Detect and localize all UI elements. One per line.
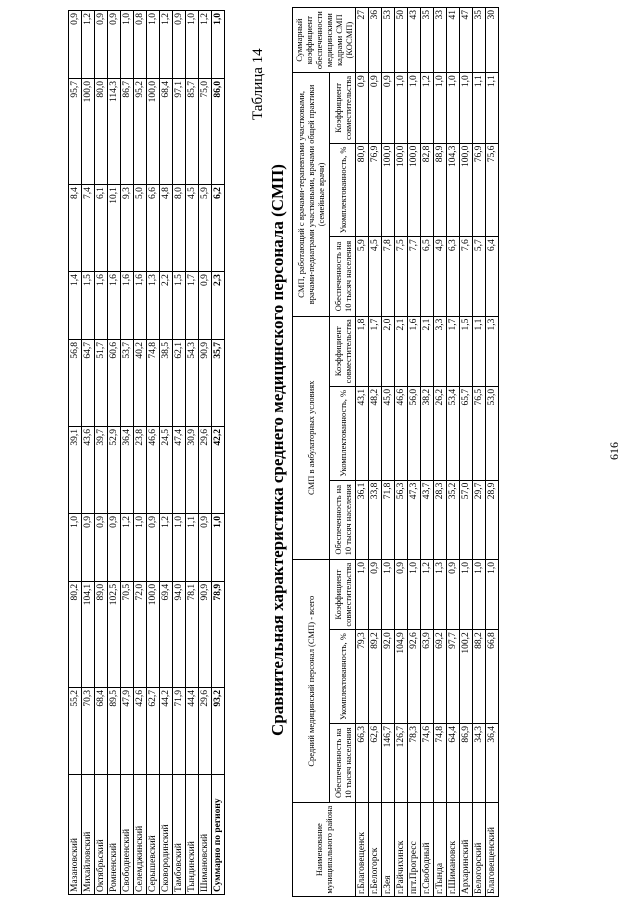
value-cell: 114,3 [108, 78, 121, 184]
table-row [199, 11, 212, 895]
value-cell: 2,2 [160, 272, 173, 340]
value-cell: 102,5 [108, 581, 121, 687]
value-cell: 54,3 [186, 339, 199, 426]
value-cell: 90,9 [199, 581, 212, 687]
district-name-cell: г.Тында [434, 803, 447, 897]
table-row [121, 11, 134, 895]
value-cell: 78,1 [186, 581, 199, 687]
value-cell: 70,5 [121, 581, 134, 687]
table-row [108, 11, 121, 895]
value-cell: 100,0 [147, 78, 160, 184]
value-cell: 0,9 [356, 73, 369, 143]
value-cell: 44,4 [186, 688, 199, 775]
value-cell: 39,1 [69, 426, 82, 513]
value-cell: 95,2 [134, 78, 147, 184]
value-cell: 1,6 [121, 272, 134, 340]
value-cell: 43,1 [356, 386, 369, 480]
value-cell: 36 [369, 8, 382, 73]
value-cell: 1,0 [134, 513, 147, 581]
value-cell: 4,5 [186, 185, 199, 272]
district-name-cell: Тамбовский [173, 775, 186, 895]
value-cell: 1,7 [186, 272, 199, 340]
value-cell: 66,3 [356, 723, 369, 802]
value-cell: 62,1 [173, 339, 186, 426]
value-cell: 66,8 [486, 630, 499, 724]
district-name-cell: Архаринский [460, 803, 473, 897]
value-cell: 76,9 [369, 143, 382, 237]
value-cell: 1,3 [486, 316, 499, 386]
value-cell: 100,0 [147, 581, 160, 687]
table-row [356, 8, 369, 897]
table-row [434, 8, 447, 897]
header-coefficient: Коэффициент совместительства [330, 316, 356, 386]
value-cell: 7,5 [395, 237, 408, 316]
value-cell: 1,0 [486, 559, 499, 629]
value-cell: 1,3 [147, 272, 160, 340]
value-cell: 28,9 [486, 480, 499, 559]
value-cell: 10,1 [108, 185, 121, 272]
table-row [486, 8, 499, 897]
value-cell: 69,4 [160, 581, 173, 687]
value-cell: 1,0 [382, 559, 395, 629]
value-cell: 29,6 [199, 688, 212, 775]
value-cell: 0,9 [447, 559, 460, 629]
value-cell: 1,0 [460, 559, 473, 629]
value-cell: 35 [421, 8, 434, 73]
value-cell: 29,7 [473, 480, 486, 559]
value-cell: 36,4 [486, 723, 499, 802]
value-cell: 35 [473, 8, 486, 73]
value-cell: 0,9 [108, 11, 121, 79]
value-cell: 43 [408, 8, 421, 73]
total-label-cell: Суммарно по региону [212, 775, 225, 895]
table-row [160, 11, 173, 895]
total-value-cell: 35,7 [212, 339, 225, 426]
value-cell: 51,7 [95, 339, 108, 426]
district-name-cell: Серышевский [147, 775, 160, 895]
continuation-table [68, 10, 225, 895]
value-cell: 30,9 [186, 426, 199, 513]
value-cell: 28,3 [434, 480, 447, 559]
value-cell: 1,1 [186, 513, 199, 581]
value-cell: 90,9 [199, 339, 212, 426]
district-name-cell: Ромненский [108, 775, 121, 895]
value-cell: 5,0 [134, 185, 147, 272]
value-cell: 56,8 [69, 339, 82, 426]
table-row [460, 8, 473, 897]
value-cell: 80,0 [95, 78, 108, 184]
total-value-cell: 78,9 [212, 581, 225, 687]
value-cell: 47,3 [408, 480, 421, 559]
district-name-cell: Тындинский [186, 775, 199, 895]
value-cell: 33 [434, 8, 447, 73]
value-cell: 75,6 [486, 143, 499, 237]
value-cell: 7,7 [408, 237, 421, 316]
value-cell: 0,9 [108, 513, 121, 581]
value-cell: 9,3 [121, 185, 134, 272]
value-cell: 0,9 [147, 513, 160, 581]
value-cell: 92,6 [408, 630, 421, 724]
value-cell: 30 [486, 8, 499, 73]
value-cell: 1,5 [173, 272, 186, 340]
value-cell: 78,3 [408, 723, 421, 802]
district-name-cell: Октябрьский [95, 775, 108, 895]
table-row [95, 11, 108, 895]
value-cell: 35,2 [447, 480, 460, 559]
value-cell: 1,1 [473, 73, 486, 143]
value-cell: 1,7 [447, 316, 460, 386]
value-cell: 55,2 [69, 688, 82, 775]
value-cell: 1,0 [460, 73, 473, 143]
total-value-cell: 93,2 [212, 688, 225, 775]
value-cell: 6,4 [486, 237, 499, 316]
value-cell: 86,7 [121, 78, 134, 184]
value-cell: 53 [382, 8, 395, 73]
value-cell: 76,9 [473, 143, 486, 237]
value-cell: 60,6 [108, 339, 121, 426]
value-cell: 146,7 [382, 723, 395, 802]
value-cell: 1,0 [173, 513, 186, 581]
header-staffing: Укомплектованность, % [330, 143, 356, 237]
value-cell: 1,2 [160, 513, 173, 581]
value-cell: 0,9 [369, 559, 382, 629]
value-cell: 100,2 [460, 630, 473, 724]
value-cell: 5,9 [199, 185, 212, 272]
value-cell: 76,5 [473, 386, 486, 480]
value-cell: 53,4 [447, 386, 460, 480]
table-label: Таблица 14 [250, 48, 266, 120]
value-cell: 4,9 [434, 237, 447, 316]
value-cell: 88,2 [473, 630, 486, 724]
value-cell: 0,9 [199, 513, 212, 581]
value-cell: 6,6 [147, 185, 160, 272]
district-name-cell: г.Шимановск [447, 803, 460, 897]
value-cell: 100,0 [408, 143, 421, 237]
table-row [408, 8, 421, 897]
value-cell: 64,7 [82, 339, 95, 426]
value-cell: 1,0 [395, 73, 408, 143]
value-cell: 7,6 [460, 237, 473, 316]
district-name-cell: Мазановский [69, 775, 82, 895]
value-cell: 6,3 [447, 237, 460, 316]
value-cell: 56,0 [408, 386, 421, 480]
page-number: 616 [607, 442, 621, 460]
value-cell: 97,7 [447, 630, 460, 724]
table-row [395, 8, 408, 897]
comparison-table [292, 7, 499, 897]
value-cell: 1,0 [434, 73, 447, 143]
value-cell: 1,0 [473, 559, 486, 629]
table-row [173, 11, 186, 895]
value-cell: 74,8 [434, 723, 447, 802]
value-cell: 68,4 [95, 688, 108, 775]
value-cell: 100,0 [82, 78, 95, 184]
rotated-content [60, 0, 640, 905]
total-value-cell: 2,3 [212, 272, 225, 340]
value-cell: 1,8 [356, 316, 369, 386]
value-cell: 53,7 [121, 339, 134, 426]
value-cell: 97,1 [173, 78, 186, 184]
table-row [369, 8, 382, 897]
value-cell: 45,0 [382, 386, 395, 480]
value-cell: 47,4 [173, 426, 186, 513]
value-cell: 62,6 [369, 723, 382, 802]
table-row [473, 8, 486, 897]
value-cell: 48,2 [369, 386, 382, 480]
value-cell: 62,7 [147, 688, 160, 775]
value-cell: 63,9 [421, 630, 434, 724]
value-cell: 2,1 [421, 316, 434, 386]
table-row [382, 8, 395, 897]
value-cell: 100,0 [460, 143, 473, 237]
value-cell: 56,3 [395, 480, 408, 559]
value-cell: 46,6 [395, 386, 408, 480]
value-cell: 47 [460, 8, 473, 73]
value-cell: 1,2 [121, 513, 134, 581]
value-cell: 89,2 [369, 630, 382, 724]
value-cell: 0,9 [95, 513, 108, 581]
value-cell: 0,9 [82, 513, 95, 581]
value-cell: 50 [395, 8, 408, 73]
table-row [421, 8, 434, 897]
value-cell: 2,0 [382, 316, 395, 386]
value-cell: 24,5 [160, 426, 173, 513]
value-cell: 80,2 [69, 581, 82, 687]
value-cell: 1,6 [408, 316, 421, 386]
value-cell: 1,0 [121, 11, 134, 79]
value-cell: 75,0 [199, 78, 212, 184]
value-cell: 0,9 [199, 272, 212, 340]
value-cell: 29,6 [199, 426, 212, 513]
value-cell: 1,7 [369, 316, 382, 386]
district-name-cell: Сковородинский [160, 775, 173, 895]
value-cell: 74,8 [147, 339, 160, 426]
table-row [147, 11, 160, 895]
value-cell: 126,7 [395, 723, 408, 802]
value-cell: 1,6 [134, 272, 147, 340]
total-value-cell: 86,0 [212, 78, 225, 184]
value-cell: 5,9 [356, 237, 369, 316]
value-cell: 6,1 [95, 185, 108, 272]
header-coefficient: Коэффициент совместительства [330, 73, 356, 143]
value-cell: 4,8 [160, 185, 173, 272]
value-cell: 43,7 [421, 480, 434, 559]
value-cell: 34,3 [473, 723, 486, 802]
value-cell: 89,5 [108, 688, 121, 775]
header-group-total: Средний медицинский персонал (СМП) - всего [293, 559, 330, 802]
value-cell: 38,2 [421, 386, 434, 480]
value-cell: 1,6 [95, 272, 108, 340]
value-cell: 1,0 [69, 513, 82, 581]
value-cell: 71,9 [173, 688, 186, 775]
district-name-cell: Селемджинский [134, 775, 147, 895]
header-provision: Обеспеченность на 10 тысяч населения [330, 723, 356, 802]
header-district: Наименование муниципального района [293, 803, 356, 897]
value-cell: 6,5 [421, 237, 434, 316]
header-staffing: Укомплектованность, % [330, 630, 356, 724]
district-name-cell: г.Свободный [421, 803, 434, 897]
value-cell: 0,9 [369, 73, 382, 143]
value-cell: 1,3 [434, 559, 447, 629]
value-cell: 1,0 [408, 73, 421, 143]
value-cell: 74,6 [421, 723, 434, 802]
value-cell: 80,0 [356, 143, 369, 237]
district-name-cell: Шимановский [199, 775, 212, 895]
value-cell: 52,9 [108, 426, 121, 513]
value-cell: 86,9 [460, 723, 473, 802]
value-cell: 1,1 [486, 73, 499, 143]
value-cell: 0,9 [395, 559, 408, 629]
value-cell: 46,6 [147, 426, 160, 513]
value-cell: 27 [356, 8, 369, 73]
district-name-cell: г.Зея [382, 803, 395, 897]
header-group-primary-care: СМП, работающий с врачами-терапевтами участковыми, врачами-педиатрами участковыми, врачами общей практики (семейные врачи) [293, 73, 330, 316]
value-cell: 47,9 [121, 688, 134, 775]
value-cell: 72,0 [134, 581, 147, 687]
district-name-cell: г.Белогорск [369, 803, 382, 897]
value-cell: 71,8 [382, 480, 395, 559]
header-group-ambulatory: СМП в амбулаторных условиях [293, 316, 330, 559]
value-cell: 8,4 [69, 185, 82, 272]
value-cell: 1,4 [69, 272, 82, 340]
value-cell: 1,1 [473, 316, 486, 386]
value-cell: 104,9 [395, 630, 408, 724]
value-cell: 104,1 [82, 581, 95, 687]
value-cell: 1,2 [199, 11, 212, 79]
value-cell: 1,2 [421, 559, 434, 629]
value-cell: 33,8 [369, 480, 382, 559]
header-kosmp: Суммарный коэффициент обеспеченности медицинскими кадрами СМП (КОСМП) [293, 8, 356, 73]
value-cell: 100,0 [382, 143, 395, 237]
value-cell: 7,8 [382, 237, 395, 316]
district-name-cell: пгт.Прогресс [408, 803, 421, 897]
value-cell: 42,6 [134, 688, 147, 775]
value-cell: 1,0 [186, 11, 199, 79]
value-cell: 40,2 [134, 339, 147, 426]
value-cell: 0,9 [173, 11, 186, 79]
value-cell: 41 [447, 8, 460, 73]
district-name-cell: Михайловский [82, 775, 95, 895]
value-cell: 104,3 [447, 143, 460, 237]
value-cell: 70,3 [82, 688, 95, 775]
value-cell: 92,0 [382, 630, 395, 724]
value-cell: 1,0 [147, 11, 160, 79]
value-cell: 1,0 [408, 559, 421, 629]
header-coefficient: Коэффициент совместительства [330, 559, 356, 629]
value-cell: 64,4 [447, 723, 460, 802]
total-row [212, 11, 225, 895]
value-cell: 1,2 [421, 73, 434, 143]
value-cell: 36,4 [121, 426, 134, 513]
table-title: Сравнительная характеристика среднего медицинского персонала (СМП) [268, 164, 287, 736]
district-name-cell: г.Благовещенск [356, 803, 369, 897]
value-cell: 1,2 [82, 11, 95, 79]
value-cell: 68,4 [160, 78, 173, 184]
value-cell: 57,0 [460, 480, 473, 559]
table-row [186, 11, 199, 895]
value-cell: 38,5 [160, 339, 173, 426]
value-cell: 1,0 [356, 559, 369, 629]
value-cell: 79,3 [356, 630, 369, 724]
value-cell: 89,0 [95, 581, 108, 687]
value-cell: 1,5 [82, 272, 95, 340]
value-cell: 1,6 [108, 272, 121, 340]
value-cell: 5,7 [473, 237, 486, 316]
header-provision: Обеспеченность на 10 тысяч населения [330, 480, 356, 559]
value-cell: 100,0 [395, 143, 408, 237]
value-cell: 0,9 [95, 11, 108, 79]
value-cell: 26,2 [434, 386, 447, 480]
district-name-cell: Белогорский [473, 803, 486, 897]
header-staffing: Укомплектованность, % [330, 386, 356, 480]
value-cell: 69,2 [434, 630, 447, 724]
value-cell: 1,0 [447, 73, 460, 143]
value-cell: 39,7 [95, 426, 108, 513]
value-cell: 0,9 [382, 73, 395, 143]
value-cell: 53,0 [486, 386, 499, 480]
value-cell: 4,5 [369, 237, 382, 316]
district-name-cell: Свободненский [121, 775, 134, 895]
header-provision: Обеспеченность на 10 тысяч населения [330, 237, 356, 316]
value-cell: 2,1 [395, 316, 408, 386]
value-cell: 0,9 [69, 11, 82, 79]
table-row [447, 8, 460, 897]
value-cell: 82,8 [421, 143, 434, 237]
value-cell: 95,7 [69, 78, 82, 184]
total-value-cell: 42,2 [212, 426, 225, 513]
value-cell: 65,7 [460, 386, 473, 480]
value-cell: 8,0 [173, 185, 186, 272]
value-cell: 94,0 [173, 581, 186, 687]
value-cell: 7,4 [82, 185, 95, 272]
table-row [82, 11, 95, 895]
district-name-cell: г.Райчихинск [395, 803, 408, 897]
value-cell: 36,1 [356, 480, 369, 559]
value-cell: 44,2 [160, 688, 173, 775]
value-cell: 0,8 [134, 11, 147, 79]
value-cell: 1,5 [460, 316, 473, 386]
value-cell: 1,2 [160, 11, 173, 79]
value-cell: 43,6 [82, 426, 95, 513]
value-cell: 23,8 [134, 426, 147, 513]
total-value-cell: 1,0 [212, 11, 225, 79]
total-value-cell: 6,2 [212, 185, 225, 272]
total-value-cell: 1,0 [212, 513, 225, 581]
table-row [69, 11, 82, 895]
value-cell: 3,3 [434, 316, 447, 386]
value-cell: 88,9 [434, 143, 447, 237]
value-cell: 85,7 [186, 78, 199, 184]
table-row [134, 11, 147, 895]
district-name-cell: Благовещенский [486, 803, 499, 897]
